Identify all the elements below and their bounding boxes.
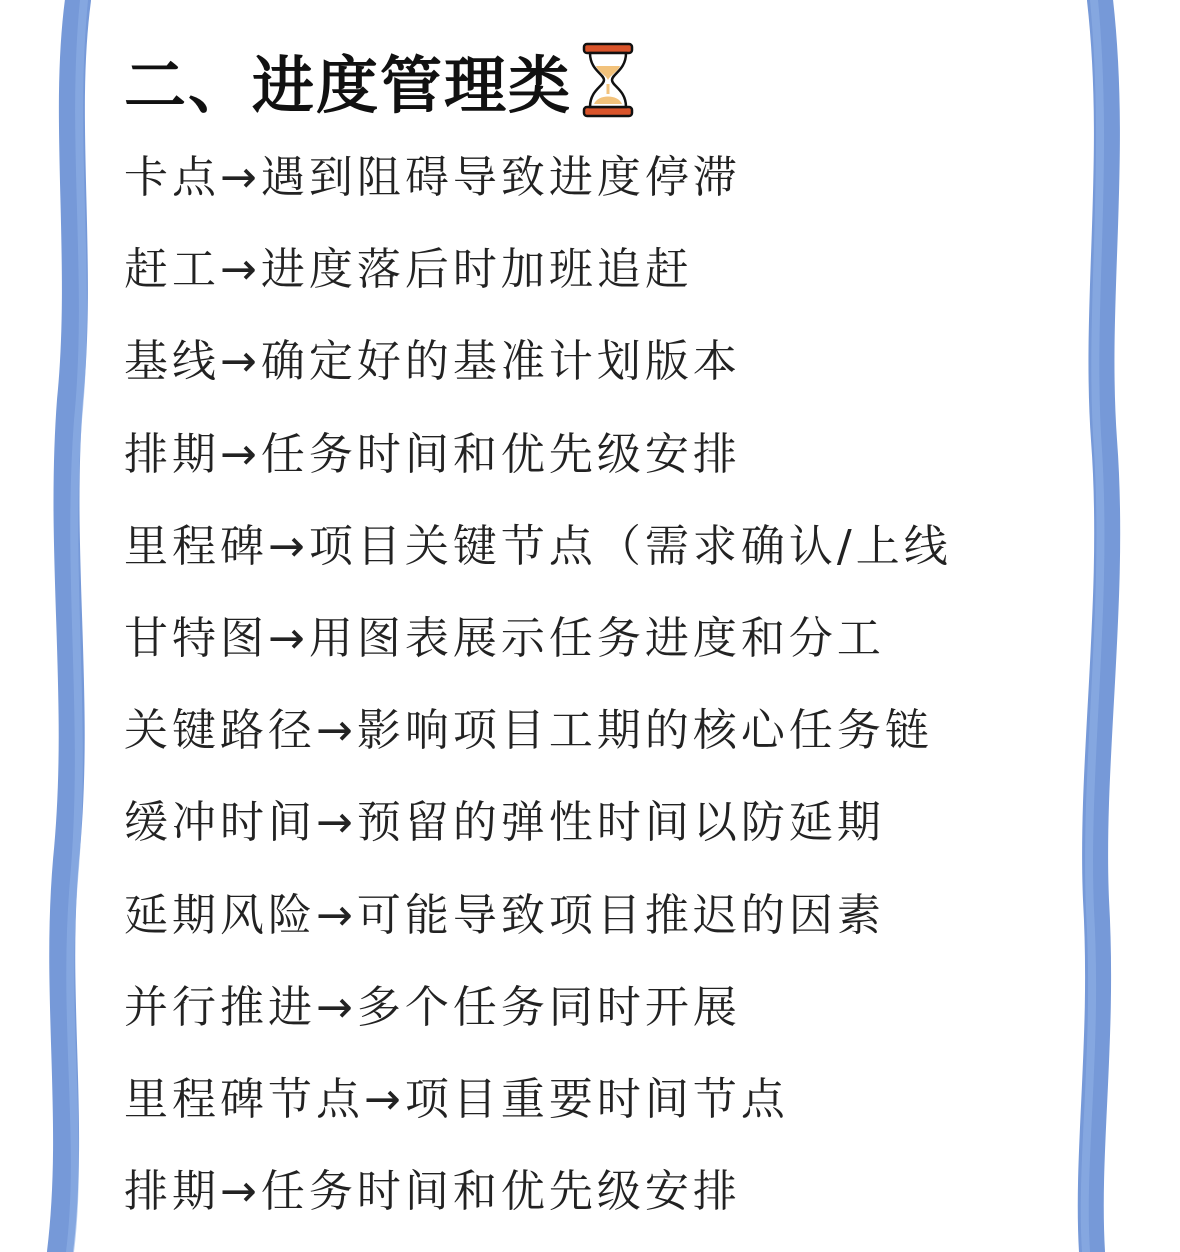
term-item: 赶工→进度落后时加班追赶 [124,244,693,296]
content-area [124,28,1024,1252]
hourglass-icon [580,42,636,118]
term-item: 卡点→遇到阻碍导致进度停滞 [124,152,741,203]
term-list [124,132,1024,1238]
term-item: 排期→任务时间和优先级安排 [124,428,741,480]
term-item: 里程碑节点→项目重要时间节点 [124,1073,789,1125]
term-item: 关键路径→影响项目工期的核心任务链 [124,705,933,757]
heading-text: 二、进度管理类 [124,48,573,122]
term-item: 并行推进→多个任务同时开展 [124,981,741,1033]
term-item: 基线→确定好的基准计划版本 [124,336,741,388]
section-heading [124,28,1024,132]
term-item: 里程碑→项目关键节点（需求确认/上线 [124,520,952,572]
term-item: 缓冲时间→预留的弹性时间以防延期 [124,797,885,849]
term-item: 排期→任务时间和优先级安排 [124,1166,741,1218]
term-item: 甘特图→用图表展示任务进度和分工 [124,612,885,664]
term-item: 延期风险→可能导致项目推迟的因素 [124,889,885,941]
